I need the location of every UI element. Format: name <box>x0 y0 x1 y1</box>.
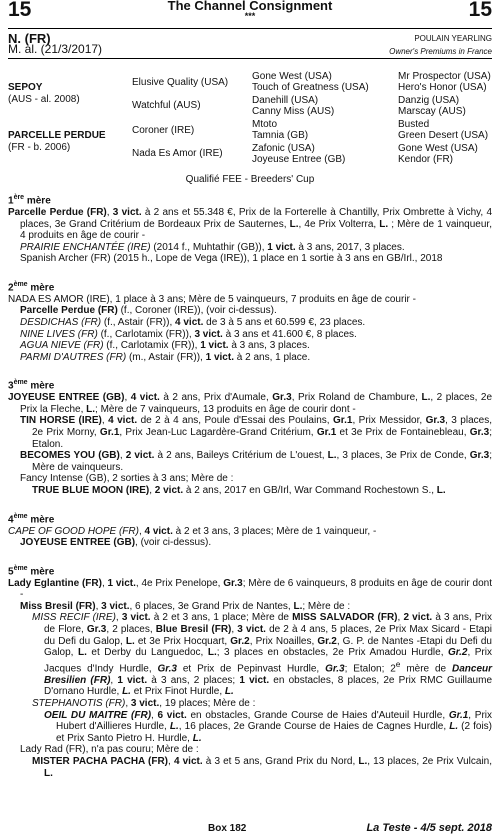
horse-sex: POULAIN YEARLING <box>414 34 492 43</box>
produce-entry: JOYEUSE ENTREE (GB), 4 vict. à 2 ans, Prix d'Aumale, Gr.3, Prix Roland de Chambure, L., 2 places, 2e Prix la Fleche, L.; Mère de 7 vainqueurs, 13 produits en âge de courir dont - <box>8 392 493 415</box>
page-footer <box>8 823 492 837</box>
ancestor: Canny Miss (AUS) <box>252 106 335 117</box>
produce-entry: Miss Bresil (FR), 3 vict., 6 places, 3e Grand Prix de Nantes, L.; Mère de : <box>20 600 351 612</box>
lot-number-right: 15 <box>468 0 492 21</box>
section-heading-3: 3ème mère <box>8 379 55 392</box>
produce-entry: NINE LIVES (FR) (f., Carlotamix (FR)), 3 vict. à 3 ans et 41.600 €, 8 places. <box>20 328 357 340</box>
produce-entry: PRAIRIE ENCHANTÉE (IRE) (2014 f., Muhtathir (GB)), 1 vict. à 3 ans, 2017, 3 places. <box>20 241 405 253</box>
produce-entry: DESDICHAS (FR) (f., Astair (FR)), 4 vict. de 3 à 5 ans et 60.599 €, 23 places. <box>20 317 366 328</box>
ancestor: Hero's Honor (USA) <box>398 82 487 93</box>
produce-entry: STEPHANOTIS (FR), 3 vict., 19 places; Mère de : <box>32 697 256 709</box>
box-number: Box 182 <box>208 823 247 834</box>
produce-entry: Spanish Archer (FR) (2015 h., Lope de Vega (IRE)), 1 place en 1 sortie à 3 ans en GB/Irl., 2018 <box>20 253 443 265</box>
ancestor: Danehill (USA) <box>252 95 319 106</box>
consignment-stars: *** <box>244 11 256 21</box>
ancestor: Busted <box>398 119 430 130</box>
dam-info: (FR - b. 2006) <box>8 142 71 153</box>
produce-entry: Fancy Intense (GB), 2 sorties à 3 ans; Mère de : <box>20 473 234 485</box>
ancestor: Joyeuse Entree (GB) <box>252 154 346 165</box>
page-header <box>0 0 500 26</box>
ancestor: Kendor (FR) <box>398 154 454 165</box>
lot-number-left: 15 <box>8 0 32 21</box>
produce-entry: TIN HORSE (IRE), 4 vict. de 2 à 4 ans, Poule d'Essai des Poulains, Gr.1, Prix Messidor, Gr.3, 3 places, 2e Prix Morny, Gr.1, Prix Jean-Luc Lagardère-Grand Critérium, Gr.1 et 3e Prix de Fontainebleau, Gr.3; Etalon. <box>20 415 493 450</box>
section-heading-4: 4ème mère <box>8 512 55 525</box>
consignment-title <box>0 0 500 21</box>
consignment-name: The Channel Consignment <box>167 0 333 13</box>
ancestor: Danzig (USA) <box>398 95 460 106</box>
sire-info: (AUS - al. 2008) <box>8 94 80 105</box>
sale-place-date: La Teste - 4/5 sept. 2018 <box>366 822 492 834</box>
horse-name: N. (FR) <box>8 31 51 46</box>
produce-entry: MISTER PACHA PACHA (FR), 4 vict. à 3 et 5 ans, Grand Prix du Nord, L., 13 places, 2e Prix Vulcain, L. <box>32 755 493 779</box>
produce-entry: NADA ES AMOR (IRE), 1 place à 3 ans; Mère de 5 vainqueurs, 7 produits en âge de courir - <box>8 293 416 305</box>
ancestor: Coroner (IRE) <box>132 125 195 136</box>
horse-birth: M. al. (21/3/2017) <box>8 42 103 56</box>
produce-entry: Parcelle Perdue (FR) (f., Coroner (IRE)), (voir ci-dessus). <box>20 305 277 317</box>
ancestor: Touch of Greatness (USA) <box>252 82 369 93</box>
ancestor: Gone West (USA) <box>398 143 478 154</box>
premiums-note: Owner's Premiums in France <box>389 47 492 56</box>
ancestor: Elusive Quality (USA) <box>132 77 229 88</box>
ancestor: Watchful (AUS) <box>132 100 201 111</box>
produce-entry: PARMI D'AUTRES (FR) (m., Astair (FR)), 1 vict. à 2 ans, 1 place. <box>20 351 311 363</box>
ancestor: Tamnia (GB) <box>252 130 309 141</box>
produce-entry: Lady Rad (FR), n'a pas couru; Mère de : <box>20 744 199 756</box>
ancestor: Zafonic (USA) <box>252 143 315 154</box>
catalogue-body <box>8 188 492 779</box>
produce-entry: JOYEUSE ENTREE (GB), (voir ci-dessus). <box>20 537 212 549</box>
produce-entry: TRUE BLUE MOON (IRE), 2 vict. à 2 ans, 2017 en GB/Irl, War Command Rochestown S., L. <box>32 485 446 497</box>
ancestor: Nada Es Amor (IRE) <box>132 148 223 159</box>
pedigree-table <box>0 68 500 168</box>
ancestor: Gone West (USA) <box>252 71 332 82</box>
produce-entry: Lady Eglantine (FR), 1 vict., 4e Prix Penelope, Gr.3; Mère de 6 vainqueurs, 8 produits en âge de courir dont - <box>8 577 492 601</box>
produce-entry: AGUA NIEVE (FR) (f., Carlotamix (FR)), 1 vict. à 3 ans, 3 places. <box>20 340 310 352</box>
section-heading-1: 1ère mère <box>8 194 51 207</box>
ancestor: Mtoto <box>252 119 278 130</box>
ancestor: Mr Prospector (USA) <box>398 71 491 82</box>
produce-entry: MISS RECIF (IRE), 3 vict. à 2 et 3 ans, 1 place; Mère de MISS SALVADOR (FR), 2 vict. à 3 ans, Prix de Flore, Gr.3, 2 places, Blue Bresil (FR), 3 vict. de 2 à 4 ans, 5 places, 2e Prix Max Sicard - Etapi du Defi du Galop, L. et 3e Prix Hocquart, Gr.2, Prix Noailles, Gr.2, G. P. de Nantes -Etapi du Defi du Galop, L. et Derby du Languedoc, L.; 3 places en obstacles, 2e Prix Amadou Hurdle, Gr.2, Prix Jacques d'Indy Hurdle, Gr.3 et Prix de Pepinvast Hurdle, Gr.3; Etalon; 2e mère de Danceur Bresilien (FR), 1 vict. à 3 ans, 2 places; 1 vict. en obstacles, 8 places, 2e Prix RMC Guillaume D'ornano Hurdle, L. et Prix Finot Hurdle, L. <box>32 612 493 698</box>
ancestor: Marscay (AUS) <box>398 106 466 117</box>
produce-entry: CAPE OF GOOD HOPE (FR), 4 vict. à 2 et 3 ans, 3 places; Mère de 1 vainqueur, - <box>8 525 377 537</box>
produce-entry: OEIL DU MAITRE (FR), 6 vict. en obstacles, Grande Course de Haies d'Auteuil Hurdle, Gr.1, Prix Hubert d'Aillieres Hurdle, L., 16 places, 2e Grande Course de Haies de Cagnes Hurdle, L. (2 fois) et Prix Santo Pietro H. Hurdle, L. <box>44 709 492 744</box>
qualification-note: Qualifié FEE - Breeders' Cup <box>185 174 315 185</box>
ancestor: Green Desert (USA) <box>398 130 489 141</box>
section-heading-5: 5ème mère <box>8 564 55 578</box>
divider <box>8 58 492 59</box>
produce-entry: Parcelle Perdue (FR), 3 vict. à 2 ans et 55.348 €, Prix de la Forterelle à Chantilly, Prix Ombrette à Vichy, 4 places, 3e Grand Critérium de Bordeaux Prix de Sauternes, L., 4e Prix Volterra, L. ; Mère de 1 vainqueur, 4 produits en âge de courir - <box>8 206 493 242</box>
dam-name: PARCELLE PERDUE <box>8 130 106 141</box>
sire-name: SEPOY <box>8 82 43 93</box>
produce-entry: BECOMES YOU (GB), 2 vict. à 2 ans, Baileys Critérium de L'ouest, L., 3 places, 3e Prix de Conde, Gr.3; Mère de vainqueurs. <box>20 450 492 473</box>
section-heading-2: 2ème mère <box>8 280 55 294</box>
divider <box>8 28 492 29</box>
